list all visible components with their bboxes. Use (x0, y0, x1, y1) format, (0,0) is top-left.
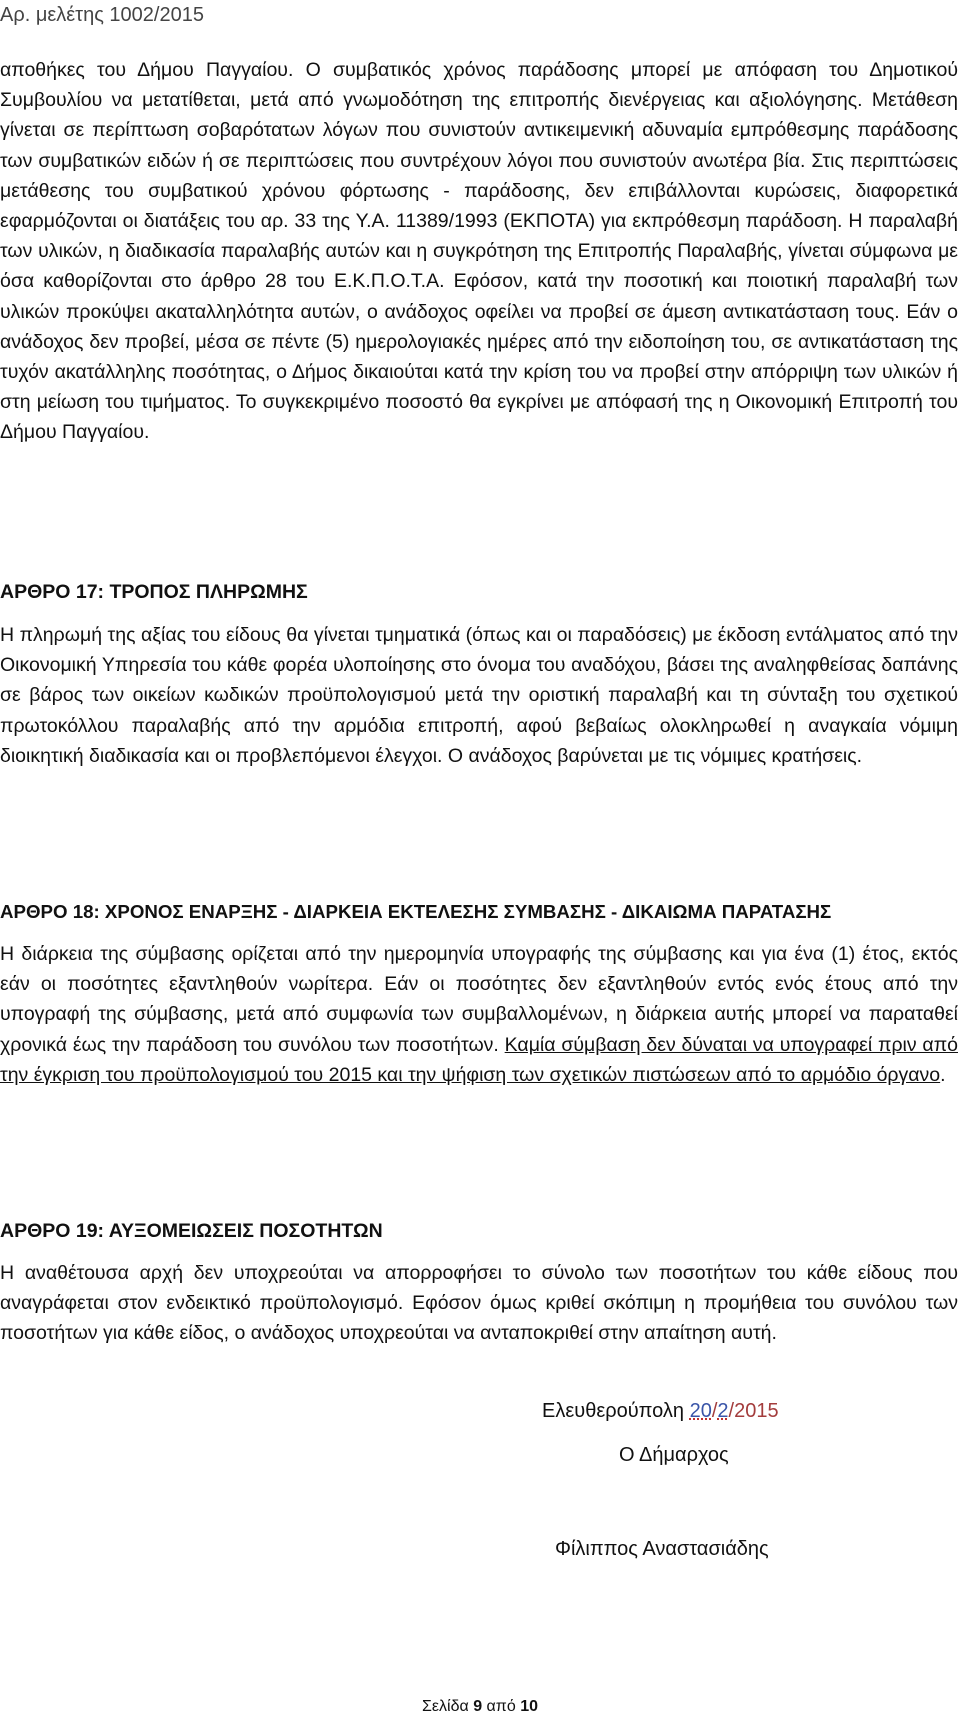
signature-date-line (542, 1396, 779, 1426)
footer-total-pages: 10 (520, 1698, 538, 1715)
signature-day: 20 (689, 1400, 712, 1422)
mayor-name: Φίλιππος Αναστασιάδης (555, 1538, 769, 1560)
footer-middle: από (482, 1698, 521, 1715)
article-18-underlined-text: Καμία σύμβαση δεν δύναται να υπογραφεί πριν από την έγκριση του προϋπολογισμού του 2015 και την ψήφιση των σχετικών πιστώσεων από το αρμόδιο όργανο (0, 1033, 958, 1086)
study-number-header: Αρ. μελέτης 1002/2015 (0, 4, 204, 26)
intro-paragraph: αποθήκες του Δήμου Παγγαίου. Ο συμβατικός χρόνος παράδοσης μπορεί με απόφαση του Δημοτικού Συμβουλίου να μετατίθεται, μετά από γνωμοδότηση της επιτροπής διενέργειας και αξιολόγησης. Μετάθεση γίνεται σε περίπτωση σοβαρότατων λόγων που συνιστούν αντικειμενική αδυναμία εμπρόθεσμης παράδοσης των συμβατικών ειδών ή σε περιπτώσεις που συντρέχουν λόγοι που συνιστούν ανωτέρα βία. Στις περιπτώσεις μετάθεσης του συμβατικού χρόνου φόρτωσης - παράδοσης, δεν επιβάλλονται κυρώσεις, διαφορετικά εφαρμόζονται οι διατάξεις του αρ. 33 της Υ.Α. 11389/1993 (ΕΚΠΟΤΑ) για εκπρόθεσμη παράδοση. Η παραλαβή των υλικών, η διαδικασία παραλαβής αυτών και η συγκρότηση της Επιτροπής Παραλαβής, γίνεται σύμφωνα με όσα καθορίζονται στο άρθρο 28 του Ε.Κ.Π.Ο.Τ.Α. Εφόσον, κατά την ποσοτική και ποιοτική παραλαβή των υλικών προκύψει ακαταλληλότητα αυτών, ο ανάδοχος οφείλει να προβεί σε άμεση αντικατάσταση τους. Εάν ο ανάδοχος δεν προβεί, μέσα σε πέντε (5) ημερολογιακές ημέρες από την ειδοποίηση του, σε αντικατάσταση της τυχόν ακατάλληλης ποσότητας, ο Δήμος δικαιούται κατά την κρίση του να προβεί στην απόρριψη των υλικών ή στη μείωση του τιμήματος. Το συγκεκριμένο ποσοστό θα εγκρίνει με απόφασή της η Οικονομική Επιτροπή του Δήμου Παγγαίου. (0, 59, 958, 444)
signature-year: 2015 (734, 1400, 779, 1422)
article-19-title: ΑΡΘΡΟ 19: ΑΥΞΟΜΕΙΩΣΕΙΣ ΠΟΣΟΤΗΤΩΝ (0, 1220, 383, 1242)
article-17-paragraph: Η πληρωμή της αξίας του είδους θα γίνεται τμηματικά (όπως και οι παραδόσεις) με έκδοση εντάλματος από την Οικονομική Υπηρεσία του κάθε φορέα υλοποίησης στο όνομα του αναδόχου, βάσει της αναληφθείσας δαπάνης σε βάρος των οικείων κωδικών προϋπολογισμού μετά την οριστική παραλαβή και τη σύνταξη του σχετικού πρωτοκόλλου παραλαβής από την αρμόδια επιτροπή, αφού βεβαίως ολοκληρωθεί η αναγκαία νόμιμη διοικητική διαδικασία και οι προβλεπόμενοι έλεγχοι. Ο ανάδοχος βαρύνεται με τις νόμιμες κρατήσεις. (0, 624, 958, 767)
date-separator: / (711, 1400, 718, 1422)
date-separator: / (728, 1400, 735, 1422)
footer-page-number: 9 (473, 1698, 483, 1715)
signature-place: Ελευθερούπολη (542, 1400, 690, 1422)
footer-prefix: Σελίδα (422, 1698, 474, 1715)
article-19-paragraph: Η αναθέτουσα αρχή δεν υποχρεούται να απορροφήσει το σύνολο των ποσοτήτων του κάθε είδους που αναγράφεται στον ενδεικτικό προϋπολογισμό. Εφόσον όμως κριθεί σκόπιμη η προμήθεια του συνόλου των ποσοτήτων για κάθε είδος, ο ανάδοχος υποχρεούται να ανταποκριθεί στην απαίτηση αυτή. (0, 1262, 958, 1345)
article-18-end: . (940, 1063, 946, 1086)
signature-month: 2 (717, 1400, 729, 1422)
mayor-role: Ο Δήμαρχος (619, 1444, 729, 1466)
article-18-text: Η διάρκεια της σύμβασης ορίζεται από την ημερομηνία υπογραφής της σύμβασης και για ένα (1) έτος, εκτός εάν οι ποσότητες εξαντληθούν νωρίτερα. Εάν οι ποσότητες δεν εξαντληθούν εντός ενός έτους από την υπογραφή της σύμβασης, μετά από συμφωνία των συμβαλλομένων, η διάρκεια αυτής μπορεί να παραταθεί χρονικά έως την παράδοση του συνόλου των ποσοτήτων. (0, 943, 958, 1056)
page-footer (0, 1698, 960, 1716)
article-17-title: ΑΡΘΡΟ 17: ΤΡΟΠΟΣ ΠΛΗΡΩΜΗΣ (0, 581, 308, 603)
article-18-title: ΑΡΘΡΟ 18: ΧΡΟΝΟΣ ΕΝΑΡΞΗΣ - ΔΙΑΡΚΕΙΑ ΕΚΤΕΛΕΣΗΣ ΣΥΜΒΑΣΗΣ - ΔΙΚΑΙΩΜΑ ΠΑΡΑΤΑΣΗΣ (0, 901, 832, 922)
article-18-paragraph (0, 939, 958, 1090)
